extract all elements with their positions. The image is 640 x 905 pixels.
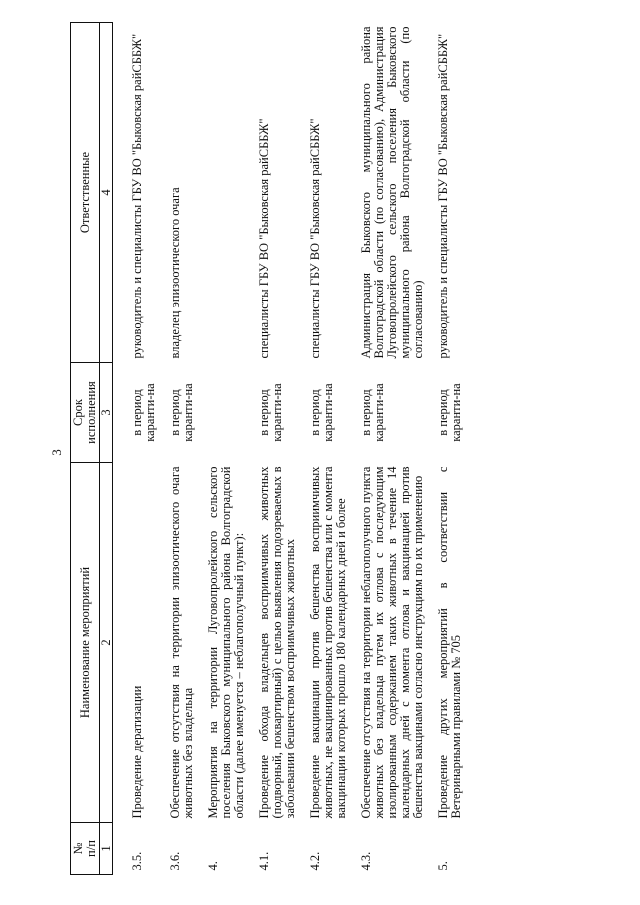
table-row <box>301 23 352 875</box>
row-number: 4.3. <box>359 851 373 871</box>
row-measure: Проведение обхода владельцев восприимчивых животных (подворный, поквартирный) с целью выявления подозреваемых в заболевании бешенством восприимчивых животных <box>257 466 297 819</box>
table-row <box>352 23 429 875</box>
row-measure: Проведение вакцинации против бешенства восприимчивых животных, не вакцинированных против бешенства или с момента вакцинации которых прошло 180 календарных дней и более <box>308 466 348 819</box>
table-row <box>429 23 467 875</box>
row-responsible: владелец эпизоотического очага <box>168 187 182 359</box>
column-number-row <box>100 23 113 875</box>
row-term: в период каранти-на <box>168 383 195 442</box>
row-responsible: специалисты ГБУ ВО "Быковская райСББЖ" <box>308 118 322 359</box>
row-responsible <box>199 23 250 363</box>
row-responsible: руководитель и специалисты ГБУ ВО "Быковская райСББЖ" <box>130 33 144 359</box>
row-number: 3.5. <box>130 851 144 871</box>
header-responsible: Ответственные <box>71 23 100 363</box>
table-row <box>113 23 162 875</box>
row-number: 5. <box>436 861 450 871</box>
col-number-3: 3 <box>100 363 113 463</box>
col-number-4: 4 <box>100 23 113 363</box>
row-term <box>199 363 250 463</box>
row-measure: Проведение дератизации <box>130 685 144 819</box>
row-term: в период каранти-на <box>308 383 335 442</box>
col-number-2: 2 <box>100 463 113 823</box>
row-responsible: специалисты ГБУ ВО "Быковская райСББЖ" <box>257 118 271 359</box>
table-header-row <box>71 23 100 875</box>
row-term: в период каранти-на <box>130 383 157 442</box>
row-measure: Проведение других мероприятий в соответствии с Ветеринарными правилами № 705 <box>436 466 463 819</box>
row-responsible: Администрация Быковского муниципального района Волгоградской области (по согласованию), Администрация Луговопролейского сельского поселения Быковского муниципального района Волгоградской области (по согласованию) <box>359 26 425 359</box>
row-measure: Мероприятия на территории Луговопролейского сельского поселения Быковского муниципального района Волгоградской области (далее именуется – неблагополучный пункт): <box>206 466 246 819</box>
table-row <box>199 23 250 875</box>
row-term: в период каранти-на <box>359 383 386 442</box>
row-number: 4. <box>206 861 220 871</box>
row-responsible: руководитель и специалисты ГБУ ВО "Быковская райСББЖ" <box>436 33 450 359</box>
header-name: Наименование мероприятий <box>71 463 100 823</box>
header-num: № п/п <box>71 823 100 875</box>
row-number: 4.1. <box>257 851 271 871</box>
measures-table <box>70 22 467 875</box>
row-number: 3.6. <box>168 851 182 871</box>
col-number-1: 1 <box>100 823 113 875</box>
header-term: Срок исполнения <box>71 363 100 463</box>
table-row <box>250 23 301 875</box>
row-number: 4.2. <box>308 851 322 871</box>
row-measure: Обеспечение отсутствия на территории неблагополучного пункта животных без владельца путем их отлова с последующим изолированным содержанием таких животных в течение 14 календарных дней с момента отлова и вакцинацией против бешенства вакцинами согласно инструкциям по их применению <box>359 466 425 819</box>
row-measure: Обеспечение отсутствия на территории эпизоотического очага животных без владельца <box>168 466 195 819</box>
measures-table-wrapper <box>70 23 467 875</box>
table-row <box>161 23 199 875</box>
page-number: 3 <box>49 449 64 456</box>
row-term: в период каранти-на <box>257 383 284 442</box>
row-term: в период каранти-на <box>436 383 463 442</box>
